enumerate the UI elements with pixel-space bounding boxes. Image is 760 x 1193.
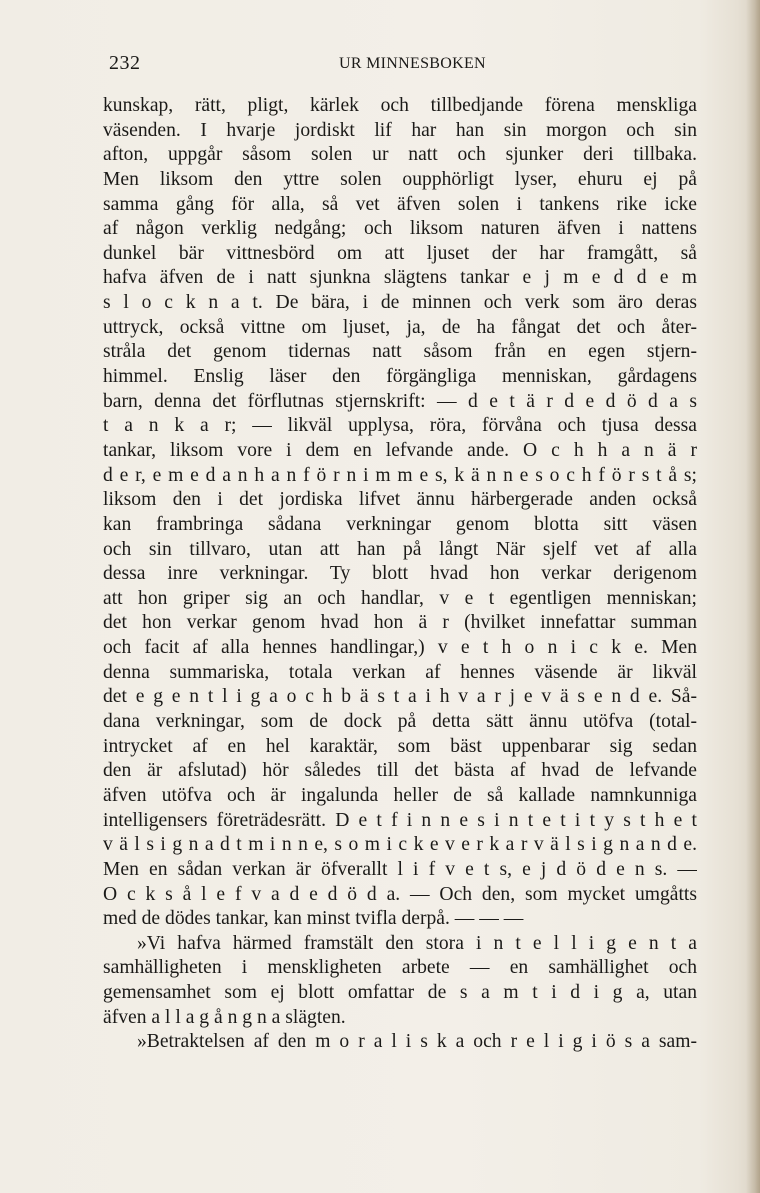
text-line: samhälligheten i menskligheten arbete — en samhällighet och: [103, 957, 697, 979]
page-header: [109, 52, 697, 78]
text-line: det hon verkar genom hvad hon ä r (hvilket innefattar summan: [103, 612, 697, 634]
text-line: barn, denna det förflutnas stjernskrift: — d e t ä r d e d ö d a s: [103, 390, 697, 412]
text-line: och sin tillvaro, utan att han på långt När sjelf vet af alla: [103, 538, 697, 560]
text-line: äfven utöfva och är ingalunda heller de så kallade namnkunniga: [103, 784, 697, 806]
text-line: att hon griper sig an och handlar, v e t egentligen menniskan;: [103, 587, 697, 609]
text-line: intelligensers företrädesrätt. D e t f i n n e s i n t e t i t y s t h e t: [103, 809, 697, 831]
text-line: dessa inre verkningar. Ty blott hvad hon verkar derigenom: [103, 563, 697, 585]
text-line: Men liksom den yttre solen oupphörligt lyser, ehuru ej på: [103, 168, 697, 190]
text-line: kan frambringa sådana verkningar genom blotta sitt väsen: [103, 513, 697, 535]
text-line: kunskap, rätt, pligt, kärlek och tillbedjande förena menskliga: [103, 95, 697, 116]
text-line: t a n k a r; — likväl upplysa, röra, förvåna och tjusa dessa: [103, 415, 697, 437]
text-line: tankar, liksom vore i dem en lefvande ande. O c h h a n ä r: [103, 439, 697, 461]
text-line: stråla det genom tidernas natt såsom från en egen stjern-: [103, 341, 697, 363]
text-line: v ä l s i g n a d t m i n n e, s o m i c k e v e r k a r v ä l s i g n a n d e.: [103, 834, 697, 856]
text-line: intrycket af en hel karaktär, som bäst uppenbarar sig sedan: [103, 735, 697, 757]
body-text: [103, 94, 697, 1055]
text-line: den är afslutad) hör således till det bästa af hvad de lefvande: [103, 760, 697, 782]
page-number: 232: [109, 52, 141, 74]
text-line: afton, uppgår såsom solen ur natt och sjunker deri tillbaka.: [103, 144, 697, 166]
text-line: hafva äfven de i natt sjunkna slägtens tankar e j m e d d e m: [103, 267, 697, 289]
text-line: gemensamhet som ej blott omfattar de s a m t i d i g a, utan: [103, 982, 697, 1004]
text-line: dana verkningar, som de dock på detta sätt ännu utöfva (total-: [103, 711, 697, 733]
text-line: af någon verklig nedgång; och liksom naturen äfven i nattens: [103, 218, 697, 240]
text-line: väsenden. I hvarje jordiskt lif har han sin morgon och sin: [103, 119, 697, 141]
text-line: denna summariska, totala verkan af hennes väsende är likväl: [103, 661, 697, 683]
text-line: med de dödes tankar, kan minst tvifla derpå. — — —: [103, 908, 524, 930]
text-line: uttryck, också vittne om ljuset, ja, de ha fångat det och åter-: [103, 316, 697, 338]
running-title: UR MINNESBOKEN: [339, 55, 486, 72]
text-line: Men en sådan verkan är öfverallt l i f v e t s, e j d ö d e n s. —: [103, 858, 697, 880]
text-line: »Vi hafva härmed framstält den stora i n t e l l i g e n t a: [137, 932, 697, 954]
page-edge: [746, 0, 760, 1193]
text-line: himmel. Enslig läser den förgängliga menniskan, gårdagens: [103, 366, 697, 388]
text-line: O c k s å l e f v a d e d ö d a. — Och den, som mycket umgåtts: [103, 883, 697, 905]
text-line: s l o c k n a t. De bära, i de minnen och verk som äro deras: [103, 292, 697, 314]
text-line: »Betraktelsen af den m o r a l i s k a och r e l i g i ö s a sam-: [137, 1031, 697, 1053]
text-line: dunkel bär vittnesbörd om att ljuset der har framgått, så: [103, 242, 697, 264]
text-line: d e r, e m e d a n h a n f ö r n i m m e s, k ä n n e s o c h f ö r s t å s;: [103, 464, 697, 486]
text-line: äfven a l l a g å n g n a slägten.: [103, 1006, 346, 1028]
text-line: det e g e n t l i g a o c h b ä s t a i h v a r j e v ä s e n d e. Så-: [103, 686, 697, 708]
text-line: liksom den i det jordiska lifvet ännu härbergerade anden också: [103, 489, 697, 511]
text-line: samma gång för alla, så vet äfven solen i tankens rike icke: [103, 193, 697, 215]
text-line: och facit af alla hennes handlingar,) v e t h o n i c k e. Men: [103, 637, 697, 659]
